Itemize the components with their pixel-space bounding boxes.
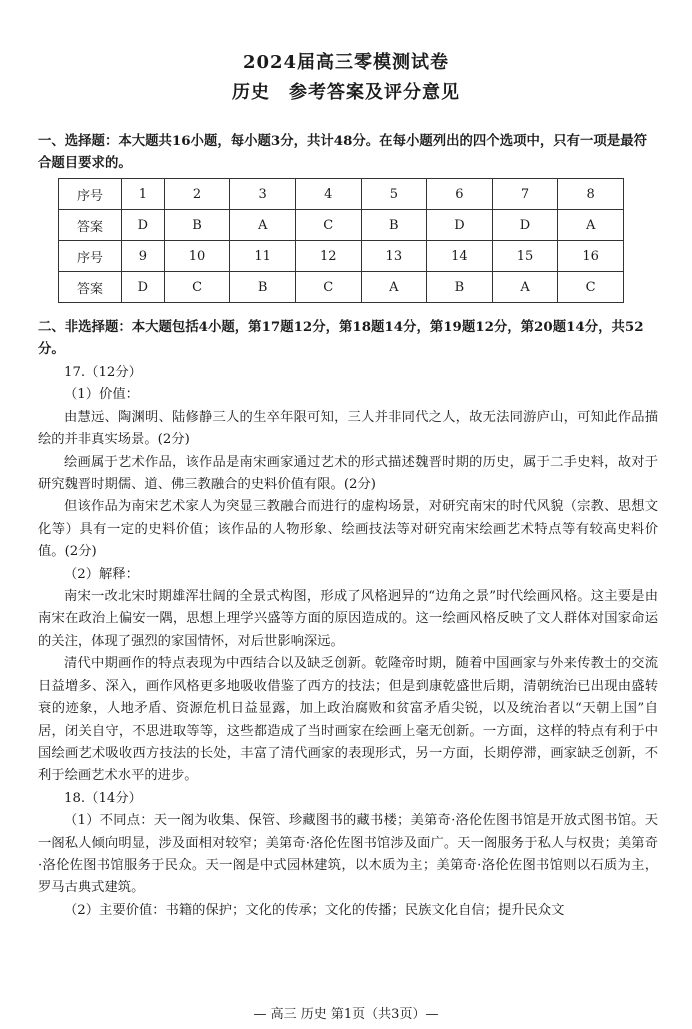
answer-table-row xyxy=(59,272,624,303)
q17-label: 17.（12分） xyxy=(64,365,142,380)
answer-table-row xyxy=(59,241,624,272)
answer-table-cell: 14 xyxy=(427,241,493,272)
page-footer: — 高三 历史 第1页（共3页）— xyxy=(253,1007,439,1022)
answer-table-cell: 4 xyxy=(295,179,361,210)
answer-table-row xyxy=(59,210,624,241)
answer-table-cell: D xyxy=(427,210,493,241)
answer-table-cell: D xyxy=(122,272,165,303)
answer-table-cell: 8 xyxy=(558,179,624,210)
answer-table-cell: A xyxy=(230,210,296,241)
answer-table-row-label: 序号 xyxy=(59,179,122,210)
answer-table-cell: D xyxy=(492,210,558,241)
answer-table-cell: C xyxy=(295,210,361,241)
answer-table-row-label: 答案 xyxy=(59,272,122,303)
answer-table-cell: 1 xyxy=(122,179,165,210)
answer-table-cell: C xyxy=(558,272,624,303)
answer-table-cell: B xyxy=(427,272,493,303)
section2-heading: 二、非选择题：本大题包括4小题，第17题12分，第18题14分，第19题12分，第20题14分，共52分。 xyxy=(38,319,644,357)
exam-subtitle: 历史 参考答案及评分意见 xyxy=(232,82,460,103)
q17-part1-para-c: 但该作品为南宋艺术家人为突显三教融合而进行的虚构场景，对研究南宋的时代风貌（宗教、思想文化等）具有一定的史料价值；该作品的人物形象、绘画技法等对研究南宋绘画艺术特点等有较高史料价值。(2分) xyxy=(38,499,658,560)
answer-table-cell: A xyxy=(492,272,558,303)
answer-table-cell: 12 xyxy=(295,241,361,272)
q17-part1-para-b: 绘画属于艺术作品，该作品是南宋画家通过艺术的形式描述魏晋时期的历史，属于二手史料，故对于研究魏晋时期儒、道、佛三教融合的史料价值有限。(2分) xyxy=(38,454,658,493)
answer-table-cell: D xyxy=(122,210,165,241)
q18-part2: （2）主要价值：书籍的保护；文化的传承；文化的传播；民族文化自信；提升民众文 xyxy=(64,902,565,918)
q17-part2-label: （2）解释： xyxy=(64,566,139,582)
answer-table-cell: 3 xyxy=(230,179,296,210)
q17-part2-para-b: 清代中期画作的特点表现为中西结合以及缺乏创新。乾隆帝时期，随着中国画家与外来传教士的交流日益增多、深入，画作风格更多地吸收借鉴了西方的技法；但是到康乾盛世后期，清朝统治已出现由盛转衰的迹象，人地矛盾、资源危机日益显露，加上政治腐败和贫富矛盾尖锐，以及统治者以“天朝上国”自居，闭关自守，不思进取等等，这些都造成了当时画家在绘画上毫无创新。一方面，这样的特点有利于中国绘画艺术吸收西方技法的长处，丰富了清代画家的表现形式，另一方面，长期停滞，画家缺乏创新，不利于绘画艺术水平的进步。 xyxy=(38,656,658,784)
answer-table-cell: 7 xyxy=(492,179,558,210)
q18-label: 18.（14分） xyxy=(64,790,142,806)
answers-body xyxy=(38,362,658,922)
q18-part1: （1）不同点：天一阁为收集、保管、珍藏图书的藏书楼；美第奇·洛伦佐图书馆是开放式图书馆。天一阁私人倾向明显，涉及面相对较窄；美第奇·洛伦佐图书馆涉及面广。天一阁服务于私人与权贵；美第奇·洛伦佐图书馆服务于民众。天一阁是中式园林建筑，以木质为主；美第奇·洛伦佐图书馆则以石质为主，罗马古典式建筑。 xyxy=(38,813,658,896)
answer-table-cell: 9 xyxy=(122,241,165,272)
section1-heading: 一、选择题：本大题共16小题，每小题3分，共计48分。在每小题列出的四个选项中，只有一项是最符合题目要求的。 xyxy=(38,133,647,171)
answer-table-cell: 2 xyxy=(164,179,230,210)
answer-table-row-label: 序号 xyxy=(59,241,122,272)
answer-table-cell: B xyxy=(361,210,427,241)
exam-title: 2024届高三零模测试卷 xyxy=(242,52,450,73)
answer-table-cell: 15 xyxy=(492,241,558,272)
answer-table-cell: A xyxy=(361,272,427,303)
answer-table-cell: 6 xyxy=(427,179,493,210)
q17-part1-label: （1）价值： xyxy=(64,387,139,403)
answer-table-row-label: 答案 xyxy=(59,210,122,241)
answer-table-row xyxy=(59,179,624,210)
answer-table-cell: C xyxy=(295,272,361,303)
answer-table-cell: 5 xyxy=(361,179,427,210)
answer-table-cell: 10 xyxy=(164,241,230,272)
answer-table-cell: A xyxy=(558,210,624,241)
answer-table xyxy=(58,178,624,303)
answer-table-cell: B xyxy=(164,210,230,241)
answer-table-cell: 16 xyxy=(558,241,624,272)
q17-part1-para-a: 由慧远、陶渊明、陆修静三人的生卒年限可知，三人并非同代之人，故无法同游庐山，可知此作品描绘的并非真实场景。(2分) xyxy=(38,409,658,448)
answer-table-cell: 11 xyxy=(230,241,296,272)
answer-table-cell: C xyxy=(164,272,230,303)
answer-table-cell: 13 xyxy=(361,241,427,272)
answer-table-cell: B xyxy=(230,272,296,303)
q17-part2-para-a: 南宋一改北宋时期雄浑壮阔的全景式构图，形成了风格迥异的“边角之景”时代绘画风格。这主要是由南宋在政治上偏安一隅，思想上理学兴盛等方面的原因造成的。这一绘画风格反映了文人群体对国家命运的关注，体现了强烈的家国情怀，对后世影响深远。 xyxy=(38,589,658,649)
